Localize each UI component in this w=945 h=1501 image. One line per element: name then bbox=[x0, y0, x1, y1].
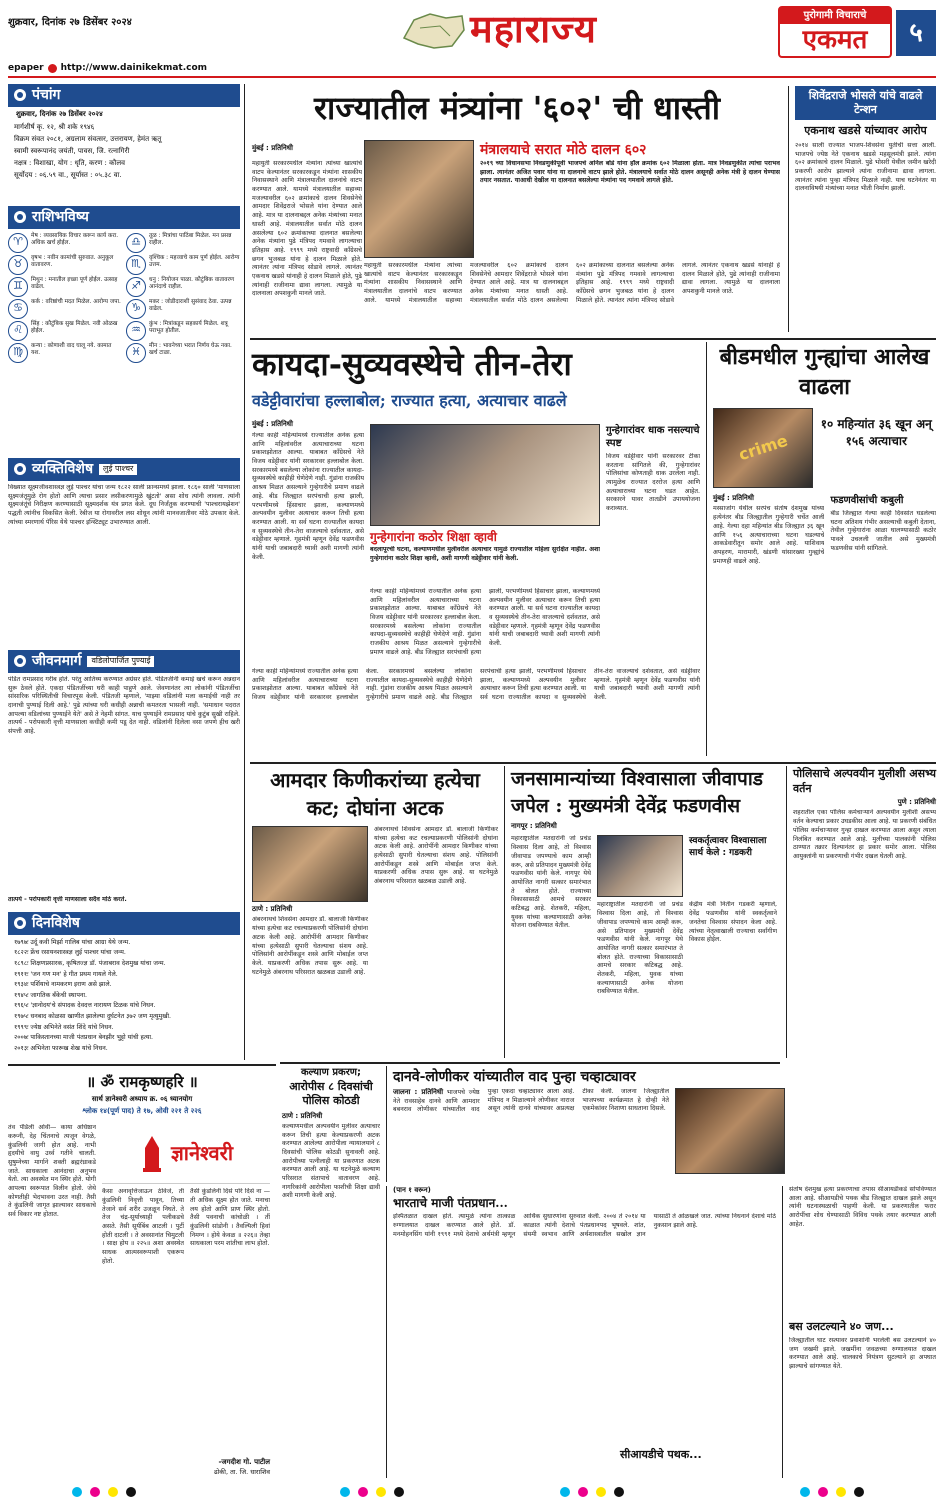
panchang-section bbox=[8, 84, 240, 206]
dinvishesh-item: २००७ः पाकिस्तानच्या माजी पंतप्रधान बेनझीर भुट्टो यांची हत्या. bbox=[14, 1034, 154, 1042]
beed-photo: crime bbox=[713, 408, 813, 488]
capricorn-icon: ♑ bbox=[126, 299, 146, 319]
panchang-date: शुक्रवार, दिनांक २७ डिसेंबर २०२४ bbox=[16, 109, 103, 118]
cm-headline: जनसामान्यांच्या विश्वासाला जीवापाड जपेल : मुख्यमंत्री देवेंद्र फडणवीस bbox=[511, 768, 763, 817]
kalyan-body: कल्याणमधील अल्पवयीन मुलीवर अत्याचार करून तिची हत्या केल्याप्रकरणी अटक करण्यात आलेल्या आरोपीला न्यायालयाने ८ दिवसांची पोलिस कोठडी सुनावली आहे. आरोपीच्या पत्नीलाही या प्रकरणात अटक करण्यात आली आहे. या घटनेमुळे कल्याण परिसरात संतापाचे वातावरण आहे. नागरिकांनी आरोपीला फाशीची शिक्षा द्यावी अशी मागणी केली आहे. bbox=[282, 1122, 380, 1200]
raashi-item: ♌ सिंह : कौटुंबिक सुख मिळेल. नवी ओळख होईल. bbox=[8, 321, 122, 341]
lead-highlight-body: २०१९ च्या विधानसभा निवडणुकीपूर्वी भाजपचे अनिल बोंडे यांना हॉल क्रमांक ६०२ मिळाला होता. मात्र निवडणुकीत त्यांचा पराभव झाला. त्यानंतर अजित पवार यांना या दालनाचे वाटप झाले होते. मंत्रालयाचे सर्वात मोठे दालन असूनही अनेक मंत्री हे दालन घेण्यास तयार नसतात. याआधी देखील या दालनात बसलेल्या मंत्र्यांना पद गमवावे लागले होते. bbox=[480, 160, 780, 185]
lead-byline: मुंबई : प्रतिनिधी bbox=[252, 144, 293, 152]
second-body-bottom: गेल्या काही महिन्यांमध्ये राज्यातील अनेक हत्या आणि महिलांवरील अत्याचाराच्या घटना प्रकाशझोतात आल्या. याबाबत काँग्रेसचे नेते विजय वडेट्टीवार यांनी सरकारवर हल्लाबोल केला. सरकारमध्ये बसलेल्या लोकांना राज्यातील कायदा-सुव्यवस्थेचे काहीही घेणेदेणे नाही. गुंडांना राजकीय आश्रय मिळत असल्याने गुन्हेगारीचे प्रमाण वाढले आहे. बीड जिल्ह्यात सरपंचाची हत्या झाली, परभणीमध्ये हिंसाचार झाला, कल्याणमध्ये अल्पवयीन मुलीवर अत्याचार करून तिची हत्या करण्यात आली. या सर्व घटना राज्यातील कायदा व सुव्यवस्थेचे तीन-तेरा वाजल्याचे दर्शवतात, असे वडेट्टीवार म्हणाले. गृहमंत्री म्हणून देवेंद्र फडणवीस यांनी याची जबाबदारी घ्यावी अशी मागणी त्यांनी केली. bbox=[252, 668, 700, 702]
second-caption-body: बदलापूरची घटना, कल्याणमधील मुलीवरील अत्याचार यामुळे राज्यातील महिला सुरक्षित नाहीत. अशा गुन्हेगारांना कठोर शिक्षा व्हावी, अशी मागणी वडेट्टीवार यांनी केली. bbox=[370, 546, 600, 562]
dnyan-section bbox=[8, 1064, 276, 1478]
dnyan-heading: ॥ ॐ रामकृष्णहरि ॥ bbox=[86, 1073, 198, 1091]
registration-marks bbox=[0, 1482, 945, 1501]
dinvishesh-heading: दिनविशेष bbox=[8, 912, 240, 935]
aquarius-icon: ♒ bbox=[126, 321, 146, 341]
second-box-body: विजय वडेट्टीवार यांनी सरकारवर टीका करताना सांगितले की, गुन्हेगारांवर पोलिसांचा कोणताही धाक उरलेला नाही. त्यामुळेच राज्यात दररोज हत्या आणि अत्याचाराच्या घटना घडत आहेत. सरकारने यावर तातडीने उपाययोजना कराव्यात. bbox=[606, 453, 700, 513]
police-headline: पोलिसाचे अल्पवयीन मुलीशी असभ्य वर्तन bbox=[793, 767, 936, 795]
gemini-icon: ♊ bbox=[8, 277, 28, 297]
bullet-icon bbox=[14, 463, 26, 475]
raashi-item: ♐ धनु : नियोजन पाळा. कौटुंबिक वातावरण आनंदाचे राहील. bbox=[126, 277, 240, 297]
bullet-icon bbox=[14, 655, 26, 667]
panchang-line: मार्गशीर्ष कृ. १२, श्री शके १९४६ bbox=[14, 123, 95, 132]
kini-section bbox=[252, 766, 498, 1058]
lead-highlight-title: मंत्रालयाचे सरात मोठे दालन ६०२ bbox=[480, 142, 647, 158]
left-divider bbox=[244, 84, 245, 1060]
dinvishesh-item: १९९९ः ज्येष्ठ अभिनेते वसंत शिंदे यांचे निधन. bbox=[14, 1023, 114, 1031]
raashi-item: ♈ मेष : व्यवसायिक विचार करून कार्य करा. अधिक खर्च होईल. bbox=[8, 233, 122, 253]
cancer-icon: ♋ bbox=[8, 299, 28, 319]
cm-byline: नागपूर : प्रतिनिधी bbox=[511, 822, 557, 830]
epaper-line bbox=[8, 62, 207, 74]
header-date: शुक्रवार, दिनांक २७ डिसेंबर २०२४ bbox=[8, 17, 132, 28]
scorpio-icon: ♏ bbox=[126, 255, 146, 275]
panchang-line: सूर्योदय : ०६.५९ वा., सूर्यास्त : ०५.३८ वा. bbox=[14, 171, 122, 180]
raashi-item: ♓ मीन : भावनेच्या भरात निर्णय घेऊ नका. खर्च टाळा. bbox=[126, 343, 240, 363]
kini-photo bbox=[252, 826, 368, 902]
jeevan-body: पंडित रामप्रसाद गरीब होते. परंतु आतिथ्य करण्यात अग्रेसर होते. पंडितजींनी कमाई खर्च करून अन्नदान सुरू ठेवले होते. एकदा पंडितजींच्या घरी काही पाहुणे आले. जेवणानंतर त्या लोकांनी पंडितजींचा सांसारिक परिस्थितीची विचारपूस केली. पंडितजी म्हणाले, 'माझ्या वडिलांनी मला कमाईची नाही तर दानाची पुण्याई दिली आहे.' पुढे त्यांच्या घरी कधीही अन्नाची कमतरता भासली नाही. 'समाधान पदरात आपल्या वडिलांच्या पुण्याईने येते' असे ते नेहमी सांगत. याच पुण्याईने रामप्रसाद यांचे कुटुंब सुखी राहिले. तात्पर्य - परोपकारी वृत्ती माणसाला कधीही कमी पडू देत नाही. वडिलांनी दिलेला वसा जपणे हीच खरी संपत्ती आहे. bbox=[8, 675, 240, 736]
cid-headline: सीआयडीचे पथक... bbox=[620, 1448, 702, 1461]
jeevan-heading: जीवनमार्ग वडिलोपार्जित पुण्याई bbox=[8, 650, 240, 673]
virgo-icon: ♍ bbox=[8, 343, 28, 363]
pm-body: इस्पितळात दाखल होते. त्यामुळे त्यांना तात्काळ रुग्णालयात दाखल करण्यात आले होते. डॉ. मनमोहनसिंग यांनी १९९१ मध्ये देशाचे अर्थमंत्री म्हणून आर्थिक सुधारणांना सुरुवात केली. २००४ ते २०१४ या काळात त्यांनी देशाचे पंतप्रधानपद भूषवले. शांत, संयमी स्वभाव आणि अर्थशास्त्रातील सखोल ज्ञान यासाठी ते ओळखले जात. त्यांच्या निधनाने देशाचे मोठे नुकसान झाले आहे. bbox=[393, 1213, 776, 1238]
kalyan-byline: ठाणे : प्रतिनिधी bbox=[282, 1111, 323, 1120]
panchang-line: नक्षत्र : विशाखा, योग : धृति, करण : कौलव bbox=[14, 159, 125, 168]
lead-side-body: २०१४ साली राज्यात भाजप-शिवसेना युतीची सत्ता आली. भाजपचे ज्येष्ठ नेते एकनाथ खडसे महसूलमंत्री झाले. त्यांना ६०२ क्रमांकाचे दालन मिळाले. पुढे भोसरी येथील जमीन खरेदी प्रकरणी आरोप झाल्याने त्यांना राजीनामा द्यावा लागला. त्यानंतर त्यांना पुन्हा मंत्रिपद मिळाले नाही. याच घटनेनंतर या दालनाविषयी मंत्र्यांच्या मनात भीती निर्माण झाली. bbox=[795, 142, 936, 193]
second-photo-caption: गुन्हेगारांना कठोर शिक्षा व्हावी bbox=[370, 530, 497, 544]
bullet-icon bbox=[14, 89, 26, 101]
cm-box-title: स्वकर्तृत्वावर विश्वासाला सार्थ केले : गडकरी bbox=[689, 836, 767, 859]
second-byline: मुंबई : प्रतिनिधी bbox=[252, 420, 293, 428]
vyakti-section bbox=[8, 458, 240, 646]
raashi-item: ♋ कर्क : वरिष्ठांची मदत मिळेल. आरोग्य जपा. bbox=[8, 299, 122, 319]
raashi-section bbox=[8, 206, 240, 454]
police-section bbox=[786, 766, 936, 1058]
kalyan-kicker: कल्याण प्रकरण; bbox=[300, 1067, 362, 1078]
kalyan-headline: आरोपीस ८ दिवसांची पोलिस कोठडी bbox=[289, 1079, 373, 1107]
second-body: गेल्या काही महिन्यांमध्ये राज्यातील अनेक हत्या आणि महिलांवरील अत्याचाराच्या घटना प्रकाशझोतात आल्या. याबाबत काँग्रेसचे नेते विजय वडेट्टीवार यांनी सरकारवर हल्लाबोल केला. सरकारमध्ये बसलेल्या लोकांना राज्यातील कायदा-सुव्यवस्थेचे काहीही घेणेदेणे नाही. गुंडांना राजकीय आश्रय मिळत असल्याने गुन्हेगारीचे प्रमाण वाढले आहे. बीड जिल्ह्यात सरपंचाची हत्या झाली, परभणीमध्ये हिंसाचार झाला, कल्याणमध्ये अल्पवयीन मुलीवर अत्याचार करून तिची हत्या करण्यात आली. या सर्व घटना राज्यातील कायदा व सुव्यवस्थेचे तीन-तेरा वाजल्याचे दर्शवतात, असे वडेट्टीवार म्हणाले. गृहमंत्री म्हणून देवेंद्र फडणवीस यांनी याची जबाबदारी घ्यावी अशी मागणी त्यांनी केली. bbox=[252, 432, 364, 561]
lead-highlight-box bbox=[480, 140, 780, 260]
cid-body: संतोष देशमुख हत्या प्रकरणाचा तपास सीआयडीकडे सोपविण्यात आला आहे. सीआयडीचे पथक बीड जिल्ह्यात दाखल झाले असून त्यांनी घटनास्थळाची पाहणी केली. या प्रकरणातील फरार आरोपींचा शोध घेण्यासाठी विविध पथके तयार करण्यात आली आहेत. bbox=[789, 1186, 936, 1228]
panchang-lines bbox=[8, 121, 240, 181]
dnyan-logo-text: ज्ञानेश्वरी bbox=[170, 1141, 234, 1166]
section-rule bbox=[250, 338, 936, 340]
pm-headline: भारताचे माजी पंतप्रधान... bbox=[393, 1196, 508, 1211]
kini-body: अंबरनाथचे शिवसेना आमदार डॉ. बालाजी किणीकर यांच्या हत्येचा कट रचल्याप्रकरणी पोलिसांनी दोघांना अटक केली आहे. आरोपींनी आमदार किणीकर यांच्या हत्येसाठी सुपारी घेतल्याचा संशय आहे. पोलिसांनी आरोपींकडून शस्त्रे आणि मोबाईल जप्त केले. याप्रकरणी अधिक तपास सुरू आहे. या घटनेमुळे अंबरनाथ परिसरात खळबळ उडाली आहे. bbox=[252, 916, 368, 976]
taurus-icon: ♉ bbox=[8, 255, 28, 275]
second-box-title: गुन्हेगारांवर धाक नसल्याचे स्पष्ट bbox=[606, 425, 700, 449]
police-body: शहरातील एका पोलिस कर्मचाऱ्याने अल्पवयीन मुलीशी असभ्य वर्तन केल्याचा प्रकार उघडकीस आला आहे. या प्रकरणी संबंधित पोलिस कर्मचाऱ्यावर गुन्हा दाखल करण्यात आला असून त्याला निलंबित करण्यात आले आहे. मुलीच्या पालकांनी पोलिस ठाण्यात तक्रार दिल्यानंतर हा प्रकार समोर आला. पोलिस आयुक्तांनी या प्रकरणाची गंभीर दखल घेतली आहे. bbox=[793, 809, 936, 860]
map-graphic bbox=[400, 8, 468, 54]
section-rule bbox=[280, 1062, 780, 1064]
beed-subhead: १० महिन्यांत ३६ खून अन् १५६ अत्याचार bbox=[820, 417, 932, 448]
panchang-heading: पंचांग bbox=[8, 84, 240, 107]
dinvishesh-section bbox=[8, 912, 240, 1058]
pm-section bbox=[386, 1186, 776, 1478]
lead-body-lower: महायुती सरकारमधील मंत्र्यांना त्यांच्या खात्यांचे वाटप केल्यानंतर सरकारकडून मंत्र्यांना शासकीय निवासस्थाने आणि मंत्रालयातील दालनांचे वाटप करण्यात आले. यामध्ये मंत्रालयातील सहाव्या मजल्यावरील ६०२ क्रमांकाचे दालन शिवसेनेचे आमदार शिवेंद्रराजे भोसले यांना देण्यात आले आहे. मात्र या दालनाबद्दल अनेक मंत्र्यांच्या मनात धास्ती आहे. मंत्रालयातील सर्वात मोठे दालन असलेल्या ६०२ क्रमांकाच्या दालनात बसलेल्या अनेक मंत्र्यांना पुढे मंत्रिपद गमवावे लागल्याचा इतिहास आहे. १९९९ मध्ये राष्ट्रवादी काँग्रेसचे छगन भुजबळ यांना हे दालन मिळाले होते. त्यानंतर त्यांना मंत्रिपद सोडावे लागले. त्यानंतर एकनाथ खडसे यांनाही हे दालन मिळाले होते, पुढे त्यांनाही राजीनामा द्यावा लागला. त्यामुळे या दालनाला अपशकुनी मानले जाते. bbox=[364, 262, 780, 304]
second-subhead: वडेट्टीवारांचा हल्लाबोल; राज्यात हत्या, अत्याचार वाढले bbox=[252, 391, 567, 410]
temple-icon bbox=[139, 1134, 165, 1174]
dinvishesh-item: १८९८ः शिक्षणप्रसारक, कृषितज्ज्ञ डॉ. पंजाबराव देशमुख यांचा जन्म. bbox=[14, 960, 166, 968]
bullet-icon bbox=[14, 211, 26, 223]
kini-headline: आमदार किणीकरांच्या हत्येचा कट; दोघांना अटक bbox=[270, 768, 480, 820]
cm-body-2: महाराष्ट्रातील मतदारांनी जो प्रचंड विश्वास दिला आहे, तो विश्वास जीवापाड जपण्याचे काम आम्ही करू, असे प्रतिपादन मुख्यमंत्री देवेंद्र फडणवीस यांनी केले. नागपूर येथे आयोजित नागरी सत्कार समारंभात ते बोलत होते. राज्याच्या विकासासाठी आमचे सरकार कटिबद्ध आहे. शेतकरी, महिला, युवक यांच्या कल्याणासाठी अनेक योजना राबविण्यात येतील. bbox=[597, 901, 683, 996]
cm-section bbox=[504, 766, 780, 1058]
section-title: महाराज्य bbox=[470, 6, 597, 51]
vyakti-body: विख्यात सूक्ष्मजीवशास्त्रज्ञ लुई पाश्चर यांचा जन्म १८२२ साली फ्रान्समध्ये झाला. १८६० साली 'माणसाला सूक्ष्मजंतूमुळे रोग होतो आणि त्याचा प्रसार लसीकरणामुळे खुंटतो' असा शोध त्यांनी लावला. त्यांनी सूक्ष्मजंतूंचे निरीक्षण करण्यासाठी सूक्ष्मदर्शक यंत्र प्रगत केले. दूध निर्जंतुक करण्याची 'पाश्चरायझेशन' पद्धती त्यांनीच विकसित केली. रेबीज या रोगावरील लस शोधून त्यांनी मानवजातीवर मोठे उपकार केले. त्यांच्या स्मरणार्थ पॅरिस येथे पाश्चर इन्स्टिट्यूट उभारण्यात आली. bbox=[8, 483, 240, 526]
kalyan-section bbox=[282, 1066, 380, 1478]
cid-section bbox=[782, 1186, 936, 1478]
lead-headline: राज्यातील मंत्र्यांना '६०२' ची धास्ती bbox=[313, 89, 721, 127]
cm-box-body: केंद्रीय मंत्री नितीन गडकरी म्हणाले, देवेंद्र फडणवीस यांनी स्वकर्तृत्वाने जनतेचा विश्वास संपादन केला आहे. त्यांच्या नेतृत्वाखाली राज्याचा सर्वांगीण विकास होईल. bbox=[689, 901, 777, 944]
brand-block bbox=[778, 6, 892, 58]
brand-tagline: पुरोगामी विचाराचे bbox=[780, 8, 890, 24]
lead-photo bbox=[364, 140, 474, 258]
dinvishesh-item: १७९७ः उर्दू कवी मिर्झा गालिब यांचा आग्रा येथे जन्म. bbox=[14, 938, 131, 946]
aries-icon: ♈ bbox=[8, 233, 28, 253]
dinvishesh-item: १९४५ः जागतिक बँकेची स्थापना. bbox=[14, 991, 88, 999]
lead-side-title: शिवेंद्रराजे भोसले यांचे वाढले टेन्शन bbox=[795, 86, 936, 120]
dinvishesh-item: १९३४ः पर्शियाचे नामकरण इराण असे झाले. bbox=[14, 981, 112, 989]
epaper-label: epaper bbox=[8, 63, 44, 73]
dnyan-col1: तंव पेंडिली ओवी— काया अधिष्ठान करूनी, देह चिंतनाचे त्यजून वेगळे, कुंडलिनी जागी होत आहे. नाभी हृदयीचे वायु उर्ध्व गतीने चालती. सुषुम्नेच्या मार्गाने शक्ती ब्रह्मरंध्राकडे जाते. साधकाला आनंदाचा अनुभव येतो. त्या अवस्थेत मन स्थिर होते. योगी आपल्या स्वरूपात विलीन होतो. जेथे कोणतीही भेदभावना उरत नाही. तैसी ते कुंडलिनी जागृत झाल्यावर साधकाचे सर्व विकार नष्ट होतात. bbox=[8, 1124, 96, 1218]
libra-icon: ♎ bbox=[126, 233, 146, 253]
second-body-lower: गेल्या काही महिन्यांमध्ये राज्यातील अनेक हत्या आणि महिलांवरील अत्याचाराच्या घटना प्रकाशझोतात आल्या. याबाबत काँग्रेसचे नेते विजय वडेट्टीवार यांनी सरकारवर हल्लाबोल केला. सरकारमध्ये बसलेल्या लोकांना राज्यातील कायदा-सुव्यवस्थेचे काहीही घेणेदेणे नाही. गुंडांना राजकीय आश्रय मिळत असल्याने गुन्हेगारीचे प्रमाण वाढले आहे. बीड जिल्ह्यात सरपंचाची हत्या झाली, परभणीमध्ये हिंसाचार झाला, कल्याणमध्ये अल्पवयीन मुलीवर अत्याचार करून तिची हत्या करण्यात आली. या सर्व घटना राज्यातील कायदा व सुव्यवस्थेचे तीन-तेरा वाजल्याचे दर्शवतात, असे वडेट्टीवार म्हणाले. गृहमंत्री म्हणून देवेंद्र फडणवीस यांनी याची जबाबदारी घ्यावी अशी मागणी त्यांनी केली. bbox=[370, 588, 600, 656]
danve-section bbox=[386, 1066, 786, 1182]
beed-byline: मुंबई : प्रतिनिधी bbox=[713, 494, 754, 502]
bullet-icon bbox=[14, 917, 26, 929]
danve-headline: दानवे-लोणीकर यांच्यातील वाद पुन्हा चव्हाट्यावर bbox=[393, 1069, 636, 1085]
dnyan-signature-sub: ढोकी, ता. जि. धाराशिव bbox=[213, 1467, 270, 1476]
dinvishesh-item: १८२२ः फ्रेंच रसायनशास्त्रज्ञ लुई पाश्चर यांचा जन्म. bbox=[14, 949, 126, 957]
cid-tail-title: बस उलटल्याने ४० जण... bbox=[789, 1320, 894, 1333]
pisces-icon: ♓ bbox=[126, 343, 146, 363]
jeevan-section bbox=[8, 650, 240, 908]
lead-body: महायुती सरकारमधील मंत्र्यांना त्यांच्या खात्यांचे वाटप केल्यानंतर सरकारकडून मंत्र्यांना शासकीय निवासस्थाने आणि मंत्रालयातील दालनांचे वाटप करण्यात आले. यामध्ये मंत्रालयातील सहाव्या मजल्यावरील ६०२ क्रमांकाचे दालन शिवसेनेचे आमदार शिवेंद्रराजे भोसले यांना देण्यात आले आहे. मात्र या दालनाबद्दल अनेक मंत्र्यांच्या मनात धास्ती आहे. मंत्रालयातील सर्वात मोठे दालन असलेल्या ६०२ क्रमांकाच्या दालनात बसलेल्या अनेक मंत्र्यांना पुढे मंत्रिपद गमवावे लागल्याचा इतिहास आहे. १९९९ मध्ये राष्ट्रवादी काँग्रेसचे छगन भुजबळ यांना हे दालन मिळाले होते. त्यानंतर त्यांना मंत्रिपद सोडावे लागले. त्यानंतर एकनाथ खडसे यांनाही हे दालन मिळाले होते, पुढे त्यांनाही राजीनामा द्यावा लागला. त्यामुळे या दालनाला अपशकुनी मानले जाते. bbox=[252, 160, 362, 298]
beed-body: मस्साजोग येथील सरपंच संतोष देशमुख यांच्या हत्येनंतर बीड जिल्ह्यातील गुन्हेगारी चर्चेत आली आहे. गेल्या दहा महिन्यांत बीड जिल्ह्यात ३६ खून आणि १५६ अत्याचाराच्या घटना घडल्याचे आकडेवारीतून समोर आले आहे. याशिवाय अपहरण, मारामारी, खंडणी यांसारख्या गुन्ह्यांचे प्रमाणही वाढले आहे. bbox=[713, 505, 825, 565]
dnyan-col3: तैसी कुंडलिनी दिसे परि दिसे ना — ती अधिक सूक्ष्म होत जाते. मनाचा लय होतो आणि प्राण स्थिर होतो. तैसी पवनाची कांचोळी । तीं कुंडलिनी सांडोनी । तैवल्यिली हिवां निमग्न । होये केवळ ॥ २२६॥ तेव्हा साधकाला परम शांतीचा लाभ होतो. bbox=[190, 1188, 270, 1248]
leo-icon: ♌ bbox=[8, 321, 28, 341]
dinvishesh-item: १९११ः 'जन गण मन' हे गीत प्रथम गायले गेले. bbox=[14, 970, 118, 978]
beed-box-title: फडणवीसांची कबुली bbox=[830, 495, 904, 506]
dnyan-logo bbox=[102, 1124, 270, 1184]
raashi-item: ♉ वृषभ : नवीन कामांची सुरुवात. अनुकूल वातावरण. bbox=[8, 255, 122, 275]
sagittarius-icon: ♐ bbox=[126, 277, 146, 297]
dnyan-verse-ref: श्लोक १४(पूर्ण पाद) ते १७, ओवी २२१ ते २२६ bbox=[82, 1106, 202, 1115]
police-byline: पुणे : प्रतिनिधी bbox=[897, 798, 936, 806]
pm-kicker: (पान १ वरून) bbox=[393, 1186, 431, 1194]
dinvishesh-item: २०१३ः अभिनेता फारूख शेख यांचे निधन. bbox=[14, 1044, 108, 1052]
beed-box-body: बीड जिल्ह्यात गेल्या काही दिवसांत घडलेल्या घटना अतिशय गंभीर असल्याची कबुली देताना, तेथील गुन्हेगारांना आळा घालण्यासाठी कठोर पावले उचलली जातील असे मुख्यमंत्री फडणवीस यांनी सांगितले. bbox=[830, 510, 936, 552]
beed-section bbox=[706, 342, 936, 756]
beed-headline: बीडमधील गुन्ह्यांचा आलेख वाढला bbox=[719, 344, 930, 400]
danve-body: जालना : प्रतिनिधी भाजपचे ज्येष्ठ नेते रावसाहेब दानवे आणि आमदार बबनराव लोणीकर यांच्यातील वाद पुन्हा एकदा चव्हाट्यावर आला आहे. मंत्रिपद न मिळाल्याने लोणीकर नाराज असून त्यांनी दानवे यांच्यावर अप्रत्यक्ष टीका केली. जालना जिल्ह्यातील भाजपच्या कार्यक्रमात हे दोन्ही नेते एकमेकांवर निशाणा साधताना दिसले. bbox=[393, 1088, 669, 1114]
second-photo bbox=[370, 424, 600, 526]
lead-side-box bbox=[788, 86, 936, 332]
raashi-item: ♎ तूळ : मित्रांचा पाठिंबा मिळेल. मन प्रसन्न राहील. bbox=[126, 233, 240, 253]
lead-side-sub: एकनाथ खडसे यांच्यावर आरोप bbox=[804, 124, 927, 137]
cid-tail-body: जिल्ह्यातील घाट रस्त्यावर प्रवाशांनी भरलेली बस उलटल्याने ४० जण जखमी झाले. जखमींना जवळच्या रुग्णालयात दाखल करण्यात आले आहे. चालकाचे नियंत्रण सुटल्याने हा अपघात झाल्याचे सांगण्यात येते. bbox=[789, 1336, 936, 1370]
second-box bbox=[606, 424, 700, 666]
raashi-item: ♍ कन्या : कोणाशी वाद घालू नये. कामात यश. bbox=[8, 343, 122, 363]
dinvishesh-item: १९७५ः धनबाद कोळसा खाणीत झालेल्या दुर्घटनेत ३७२ जण मृत्युमुखी. bbox=[14, 1013, 171, 1021]
raashi-item: ♊ मिथुन : मनातील इच्छा पूर्ण होईल. उत्साह वाढेल. bbox=[8, 277, 122, 297]
raashi-heading: राशिभविष्य bbox=[8, 206, 240, 229]
jeevan-moral: तात्पर्य - परोपकारी वृत्ती माणसाला सदैव मोठे करते. bbox=[8, 895, 127, 903]
dinvishesh-item: १९६५ः 'ज्ञानोदय'चे संपादक देवदत्त नारायण टिळक यांचे निधन. bbox=[14, 1002, 156, 1010]
panchang-line: स्वामी स्वरूपानंद जयंती, पावस, जि. रत्नागिरी bbox=[14, 147, 130, 156]
page-number: ५ bbox=[896, 10, 936, 56]
brand-name: एकमत bbox=[802, 25, 868, 55]
epaper-url[interactable]: http://www.dainikekmat.com bbox=[60, 63, 208, 73]
kini-body-right: अंबरनाथचे शिवसेना आमदार डॉ. बालाजी किणीकर यांच्या हत्येचा कट रचल्याप्रकरणी पोलिसांनी दोघांना अटक केली आहे. आरोपींनी आमदार किणीकर यांच्या हत्येसाठी सुपारी घेतल्याचा संशय आहे. पोलिसांनी आरोपींकडून शस्त्रे आणि मोबाईल जप्त केले. याप्रकरणी अधिक तपास सुरू आहे. या घटनेमुळे अंबरनाथ परिसरात खळबळ उडाली आहे. bbox=[374, 826, 498, 886]
kini-byline: ठाणे : प्रतिनिधी bbox=[252, 905, 293, 913]
vyakti-heading: व्यक्तिविशेष लुई पाश्चर bbox=[8, 458, 240, 481]
epaper-icon bbox=[48, 64, 57, 73]
cm-photo bbox=[597, 835, 683, 897]
raashi-item: ♏ वृश्चिक : महत्त्वाचे काम पूर्ण होईल. आरोग्य उत्तम. bbox=[126, 255, 240, 275]
section-rule bbox=[250, 762, 936, 764]
danve-photo bbox=[675, 1088, 785, 1174]
raashi-item: ♑ मकर : जोडीदाराशी सुसंवाद ठेवा. उत्पन्न वाढेल. bbox=[126, 299, 240, 319]
raashi-item: ♒ कुंभ : मित्रांकडून सहकार्य मिळेल. शत्रू पराभूत होतील. bbox=[126, 321, 240, 341]
panchang-line: विक्रम संवत २०८१, अग्रलाम संवत्सर, उत्तरायण, हेमंत ऋतू bbox=[14, 135, 162, 144]
second-headline: कायदा-सुव्यवस्थेचे तीन-तेरा bbox=[252, 345, 572, 383]
dnyan-signature: -जगदीश गो. पाटील bbox=[218, 1458, 270, 1467]
dnyan-col2: कैसा अनावृत्तिजाऊन ठेविजे, ती कुंडलिनी निवृत्ती पावून, तिच्या तेजाने सर्व शरीर उजळून निघते. ते तेज चंद्र-सूर्याच्याही पलीकडचे असते. तैसी सूर्यबिंब आटली । पुटीं होती दाटली । ते अवसानांत चिमुटली । साक्ष होय ॥ २२५॥ अशा अवस्थेत साधक आत्मस्वरूपाशी एकरूप होतो. bbox=[102, 1188, 184, 1265]
dnyan-subheading: सार्थ ज्ञानेश्वरी अध्याय क्र. ०६ ध्यानयोग bbox=[91, 1095, 193, 1104]
header-rule bbox=[8, 76, 936, 78]
cm-body: महाराष्ट्रातील मतदारांनी जो प्रचंड विश्वास दिला आहे, तो विश्वास जीवापाड जपण्याचे काम आम्ही करू, असे प्रतिपादन मुख्यमंत्री देवेंद्र फडणवीस यांनी केले. नागपूर येथे आयोजित नागरी सत्कार समारंभात ते बोलत होते. राज्याच्या विकासासाठी आमचे सरकार कटिबद्ध आहे. शेतकरी, महिला, युवक यांच्या कल्याणासाठी अनेक योजना राबविण्यात येतील. bbox=[511, 835, 591, 930]
